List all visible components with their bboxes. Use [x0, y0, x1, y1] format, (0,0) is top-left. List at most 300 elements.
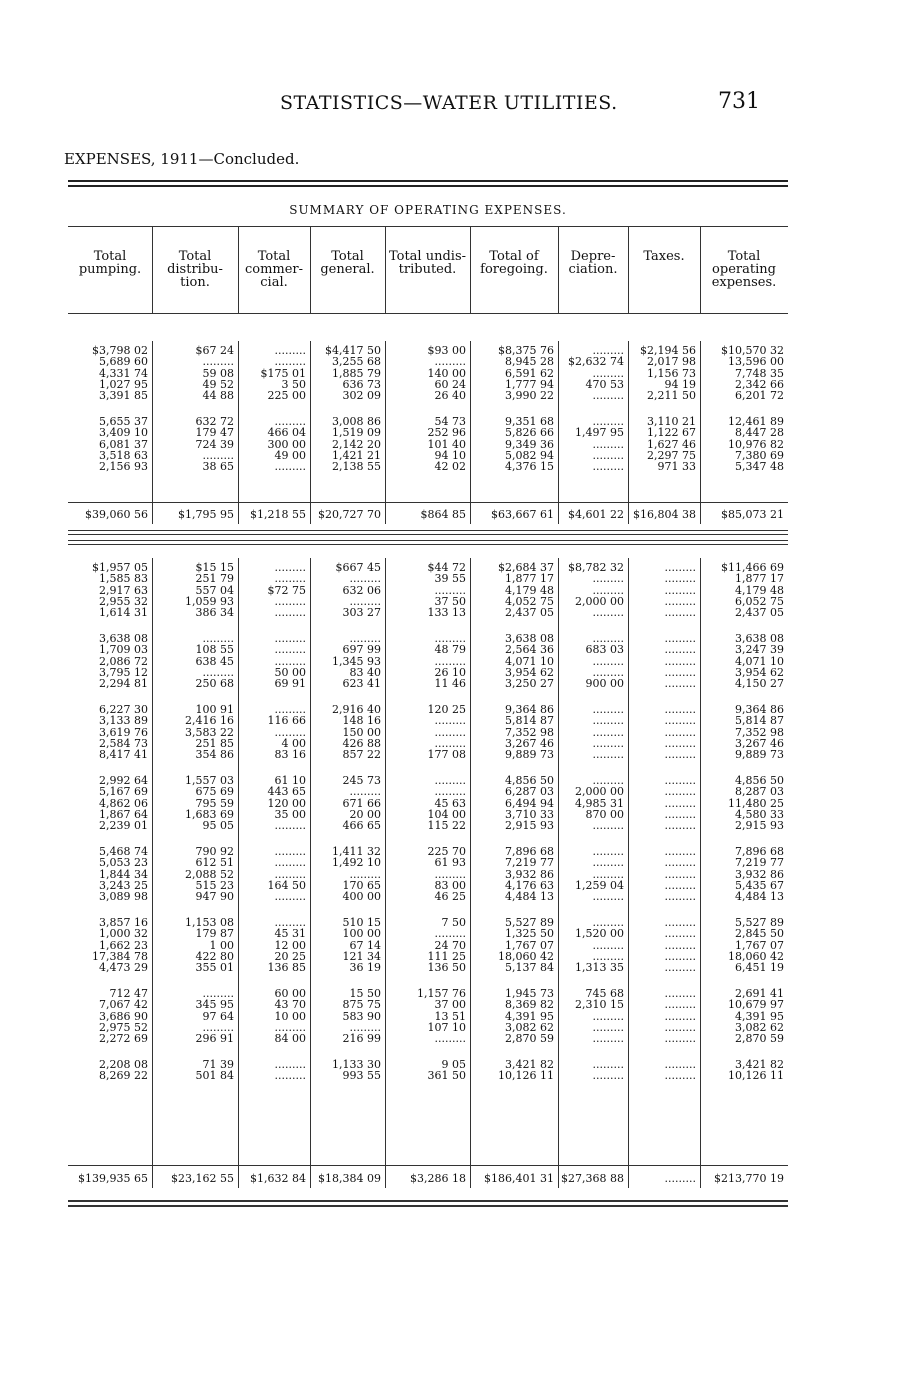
- table-cell: 13,596 00: [728, 356, 784, 368]
- column-total: $139,935 65: [78, 1172, 148, 1185]
- table-cell: 947 90: [195, 891, 234, 903]
- table-cell: .........: [274, 1070, 306, 1082]
- table-cell: .........: [274, 416, 306, 428]
- table-cell: 2,208 08: [99, 1059, 148, 1071]
- table-cell: 49 52: [202, 378, 234, 391]
- column-divider: [385, 341, 386, 524]
- table-cell: 1,027 95: [99, 378, 148, 391]
- table-cell: 10,126 11: [728, 1070, 784, 1082]
- table-cell: 2,017 98: [647, 356, 696, 368]
- table-cell: .........: [274, 726, 306, 738]
- column-header: Taxes.: [643, 249, 685, 264]
- table-cell: 1,767 07: [505, 939, 554, 951]
- table-cell: 5,814 87: [505, 715, 554, 727]
- table-cell: .........: [592, 633, 624, 645]
- table-cell: 9,351 68: [505, 416, 554, 428]
- table-cell: 712 47: [109, 988, 148, 1000]
- table-cell: 97 64: [202, 1010, 234, 1022]
- top-rule-2: [68, 185, 788, 187]
- table-cell: 216 99: [342, 1033, 381, 1045]
- table-cell: 26 40: [434, 390, 466, 402]
- column-divider: [558, 558, 559, 1188]
- table-cell: 4,052 75: [505, 595, 554, 608]
- table-cell: .........: [592, 416, 624, 428]
- table-cell: 3,247 39: [735, 644, 784, 656]
- table-cell: 3,008 86: [332, 416, 381, 428]
- table-cell: 251 85: [195, 737, 234, 750]
- table-cell: .........: [664, 879, 696, 892]
- table-cell: 4,484 13: [505, 891, 554, 903]
- table-cell: 1,945 73: [505, 988, 554, 1000]
- table-cell: .........: [664, 595, 696, 608]
- table-cell: 100 91: [195, 704, 234, 716]
- table-cell: .........: [274, 820, 306, 832]
- table-cell: 4,856 50: [505, 775, 554, 787]
- table-cell: 15 50: [349, 988, 381, 1000]
- page-number: 731: [718, 89, 760, 114]
- table-cell: .........: [592, 950, 624, 963]
- table-cell: 101 40: [427, 438, 466, 450]
- column-divider: [152, 341, 153, 524]
- table-cell: 3,255 68: [332, 356, 381, 368]
- column-divider: [238, 341, 239, 524]
- table-cell: .........: [592, 846, 624, 858]
- table-cell: 26 10: [434, 666, 466, 679]
- table-cell: 7,219 77: [505, 857, 554, 869]
- column-header: Total distribu- tion.: [167, 249, 223, 290]
- column-header: Total pumping.: [78, 249, 142, 277]
- column-header: Depre- ciation.: [568, 249, 618, 277]
- table-cell: 120 25: [427, 704, 466, 716]
- table-cell: 3 50: [281, 378, 306, 391]
- table-cell: 6,052 75: [735, 595, 784, 608]
- table-cell: 1,122 67: [647, 427, 696, 439]
- table-cell: 3,082 62: [735, 1021, 784, 1034]
- table-cell: .........: [664, 1070, 696, 1082]
- table-cell: .........: [592, 891, 624, 903]
- table-cell: .........: [274, 655, 306, 667]
- table-cell: $15 15: [195, 562, 234, 574]
- table-cell: 1,877 17: [505, 573, 554, 585]
- table-cell: 993 55: [342, 1070, 381, 1082]
- table-cell: 2,915 93: [505, 820, 554, 832]
- table-cell: .........: [592, 820, 624, 832]
- table-cell: 1,585 83: [99, 573, 148, 585]
- table-cell: .........: [434, 868, 466, 880]
- table-cell: 8,269 22: [99, 1070, 148, 1082]
- table-cell: 303 27: [342, 607, 381, 619]
- table-cell: .........: [664, 786, 696, 798]
- table-cell: 10,679 97: [728, 999, 784, 1011]
- table-cell: 1,867 64: [99, 808, 148, 821]
- table-cell: 39 55: [434, 573, 466, 585]
- table-cell: .........: [202, 666, 234, 679]
- table-cell: $667 45: [335, 562, 381, 574]
- header-top-rule: [68, 226, 788, 227]
- table-cell: 9,364 86: [505, 704, 554, 716]
- table-cell: 170 65: [342, 879, 381, 892]
- table-cell: 37 00: [434, 999, 466, 1011]
- table-cell: .........: [274, 595, 306, 608]
- table-cell: $8,375 76: [498, 345, 554, 357]
- table-cell: 2,416 16: [185, 715, 234, 727]
- table-cell: .........: [274, 461, 306, 473]
- table-cell: 2,975 52: [99, 1021, 148, 1034]
- column-header: Total operating expenses.: [711, 249, 777, 290]
- column-divider: [628, 341, 629, 524]
- table-cell: .........: [202, 356, 234, 368]
- table-cell: 225 70: [427, 846, 466, 858]
- table-cell: 49 00: [274, 449, 306, 462]
- table-cell: 501 84: [195, 1070, 234, 1082]
- table-cell: 683 03: [585, 644, 624, 656]
- table-cell: 638 45: [195, 655, 234, 667]
- table-cell: 7,352 98: [505, 726, 554, 738]
- table-cell: 252 96: [427, 427, 466, 439]
- table-cell: 20 00: [349, 808, 381, 821]
- table-cell: 17,384 78: [92, 950, 148, 963]
- table-cell: 671 66: [342, 797, 381, 809]
- table-cell: .........: [592, 857, 624, 869]
- bottom-rule-2: [68, 1205, 788, 1207]
- table-cell: $67 24: [195, 345, 234, 357]
- table-cell: 10,126 11: [498, 1070, 554, 1082]
- table-cell: 7,748 35: [735, 367, 784, 379]
- table-cell: .........: [664, 749, 696, 761]
- table-cell: 1,614 31: [99, 607, 148, 619]
- table-cell: .........: [664, 726, 696, 738]
- table-cell: 5,689 60: [99, 356, 148, 368]
- table-cell: 8,447 28: [735, 427, 784, 439]
- table-cell: 466 65: [342, 820, 381, 832]
- table-cell: 38 65: [202, 461, 234, 473]
- table-cell: 1,492 10: [332, 857, 381, 869]
- table-cell: 44 88: [202, 390, 234, 402]
- table-cell: 3,932 86: [505, 868, 554, 880]
- table-cell: 466 04: [267, 427, 306, 439]
- column-divider: [470, 558, 471, 1188]
- column-divider: [310, 341, 311, 524]
- table-cell: 5,527 89: [505, 917, 554, 929]
- column-divider: [700, 558, 701, 1188]
- table-cell: 69 91: [274, 678, 306, 690]
- column-total: $85,073 21: [721, 508, 784, 521]
- table-cell: 426 88: [342, 737, 381, 750]
- column-total: $864 85: [420, 508, 466, 521]
- table-cell: 1 00: [209, 939, 234, 951]
- table-cell: 1,683 69: [185, 808, 234, 821]
- table-cell: .........: [434, 584, 466, 596]
- running-title: STATISTICS—WATER UTILITIES.: [280, 92, 618, 114]
- table-cell: .........: [592, 715, 624, 727]
- table-cell: 3,421 82: [735, 1059, 784, 1071]
- table-cell: 37 50: [434, 595, 466, 608]
- table-cell: 2,845 50: [735, 928, 784, 940]
- column-divider: [310, 558, 311, 1188]
- table-cell: $93 00: [427, 345, 466, 357]
- table-cell: 8,945 28: [505, 356, 554, 368]
- table-cell: 111 25: [427, 950, 466, 963]
- table-cell: 7 50: [441, 917, 466, 929]
- table-cell: 83 16: [274, 749, 306, 761]
- table-cell: 3,932 86: [735, 868, 784, 880]
- table-cell: 121 34: [342, 950, 381, 963]
- table-cell: .........: [664, 1010, 696, 1022]
- table-cell: .........: [349, 595, 381, 608]
- table-cell: 1,000 32: [99, 928, 148, 940]
- table-cell: 632 72: [195, 416, 234, 428]
- table-cell: 5,814 87: [735, 715, 784, 727]
- table-cell: .........: [664, 868, 696, 880]
- table-cell: 857 22: [342, 749, 381, 761]
- table-cell: 24 70: [434, 939, 466, 951]
- table-cell: $8,782 32: [568, 562, 624, 574]
- table-cell: 2,564 36: [505, 644, 554, 656]
- table-cell: 2,437 05: [735, 607, 784, 619]
- table-cell: $4,417 50: [325, 345, 381, 357]
- top-rule-1: [68, 180, 788, 182]
- table-cell: 3,391 85: [99, 390, 148, 402]
- table-cell: 5,053 23: [99, 857, 148, 869]
- table-cell: 6,227 30: [99, 704, 148, 716]
- table-cell: 632 06: [342, 584, 381, 596]
- table-cell: 3,583 22: [185, 726, 234, 738]
- table-cell: 140 00: [427, 367, 466, 379]
- table-cell: 3,954 62: [735, 666, 784, 679]
- column-header: Total general.: [320, 249, 375, 277]
- table-cell: 177 08: [427, 749, 466, 761]
- table-cell: 1,259 04: [575, 879, 624, 892]
- table-cell: .........: [434, 928, 466, 940]
- table-cell: 7,896 68: [735, 846, 784, 858]
- table-cell: 2,000 00: [575, 595, 624, 608]
- table-cell: 1,345 93: [332, 655, 381, 667]
- table-cell: .........: [274, 345, 306, 357]
- sec1-end-rule-1: [68, 530, 788, 531]
- table-cell: 7,352 98: [735, 726, 784, 738]
- table-cell: 107 10: [427, 1021, 466, 1034]
- table-cell: 2,297 75: [647, 449, 696, 462]
- table-cell: 4,473 29: [99, 962, 148, 974]
- table-cell: .........: [592, 737, 624, 750]
- column-total: $186,401 31: [484, 1172, 554, 1185]
- table-cell: .........: [274, 704, 306, 716]
- table-cell: 3,638 08: [99, 633, 148, 645]
- column-total: $27,368 88: [561, 1172, 624, 1185]
- table-cell: 4,071 10: [505, 655, 554, 667]
- table-cell: 67 14: [349, 939, 381, 951]
- table-cell: 2,211 50: [647, 390, 696, 402]
- column-divider: [628, 558, 629, 1188]
- table-cell: 515 23: [195, 879, 234, 892]
- table-cell: .........: [592, 438, 624, 450]
- table-cell: 179 47: [195, 427, 234, 439]
- table-cell: 12 00: [274, 939, 306, 951]
- table-cell: .........: [274, 607, 306, 619]
- table-cell: 5,468 74: [99, 846, 148, 858]
- column-divider: [152, 558, 153, 1188]
- table-cell: 5,347 48: [735, 461, 784, 473]
- bottom-rule-1: [68, 1200, 788, 1202]
- table-cell: 6,287 03: [505, 786, 554, 798]
- column-divider: [470, 341, 471, 524]
- column-header: Total undis- tributed.: [388, 249, 467, 277]
- table-cell: 2,239 01: [99, 820, 148, 832]
- table-cell: .........: [664, 988, 696, 1000]
- table-cell: .........: [274, 562, 306, 574]
- table-cell: 971 33: [657, 461, 696, 473]
- table-cell: .........: [592, 775, 624, 787]
- table-cell: 3,619 76: [99, 726, 148, 738]
- table-cell: 355 01: [195, 962, 234, 974]
- table-cell: 4,331 74: [99, 367, 148, 379]
- table-cell: 104 00: [427, 808, 466, 821]
- table-cell: .........: [349, 633, 381, 645]
- table-cell: 10 00: [274, 1010, 306, 1022]
- table-cell: $175 01: [260, 367, 306, 379]
- table-cell: 12,461 89: [728, 416, 784, 428]
- table-cell: .........: [664, 939, 696, 951]
- table-cell: 3,686 90: [99, 1010, 148, 1022]
- sec2-start-rule-2: [68, 544, 788, 545]
- table-cell: 1,877 17: [735, 573, 784, 585]
- table-cell: 36 19: [349, 962, 381, 974]
- table-cell: .........: [664, 950, 696, 963]
- table-cell: 2,915 93: [735, 820, 784, 832]
- table-cell: 1,153 08: [185, 917, 234, 929]
- table-cell: 164 50: [267, 879, 306, 892]
- table-cell: .........: [592, 461, 624, 473]
- table-cell: 8,287 03: [735, 786, 784, 798]
- table-cell: 1,059 93: [185, 595, 234, 608]
- table-cell: 4,985 31: [575, 797, 624, 809]
- table-cell: 9,349 36: [505, 438, 554, 450]
- table-cell: 443 65: [267, 786, 306, 798]
- table-cell: 250 68: [195, 678, 234, 690]
- column-total: $39,060 56: [85, 508, 148, 521]
- table-cell: 3,133 89: [99, 715, 148, 727]
- table-cell: 2,342 66: [735, 378, 784, 391]
- table-cell: .........: [664, 775, 696, 787]
- table-cell: 4,580 33: [735, 808, 784, 821]
- table-cell: .........: [434, 726, 466, 738]
- table-cell: 35 00: [274, 808, 306, 821]
- table-cell: $44 72: [427, 562, 466, 574]
- table-cell: .........: [664, 808, 696, 821]
- table-cell: 3,795 12: [99, 666, 148, 679]
- table-cell: 7,219 77: [735, 857, 784, 869]
- table-cell: 4,862 06: [99, 797, 148, 809]
- table-cell: 4 00: [281, 737, 306, 750]
- column-divider: [558, 341, 559, 524]
- table-cell: 60 00: [274, 988, 306, 1000]
- table-cell: 116 66: [267, 715, 306, 727]
- table-cell: .........: [592, 390, 624, 402]
- table-cell: 2,138 55: [332, 461, 381, 473]
- table-cell: 2,086 72: [99, 655, 148, 667]
- table-cell: .........: [592, 666, 624, 679]
- table-cell: 3,243 25: [99, 879, 148, 892]
- table-cell: 2,088 52: [185, 868, 234, 880]
- table-cell: $10,570 32: [721, 345, 784, 357]
- table-cell: 583 90: [342, 1010, 381, 1022]
- table-cell: 900 00: [585, 678, 624, 690]
- table-cell: .........: [434, 715, 466, 727]
- table-cell: 636 73: [342, 378, 381, 391]
- table-cell: 2,992 64: [99, 775, 148, 787]
- table-cell: 3,990 22: [505, 390, 554, 402]
- table-cell: 3,089 98: [99, 891, 148, 903]
- table-cell: .........: [592, 939, 624, 951]
- table-cell: 795 59: [195, 797, 234, 809]
- table-cell: 1,411 32: [332, 846, 381, 858]
- table-cell: 1,520 00: [575, 928, 624, 940]
- table-cell: 296 91: [195, 1033, 234, 1045]
- table-cell: .........: [274, 644, 306, 656]
- table-cell: .........: [274, 868, 306, 880]
- table-cell: 3,638 08: [505, 633, 554, 645]
- sec2-start-rule-1: [68, 540, 788, 541]
- table-cell: 5,167 69: [99, 786, 148, 798]
- table-cell: 2,870 59: [505, 1033, 554, 1045]
- table-cell: 4,176 63: [505, 879, 554, 892]
- table-cell: .........: [434, 1033, 466, 1045]
- table-cell: 5,435 67: [735, 879, 784, 892]
- table-cell: 5,082 94: [505, 449, 554, 462]
- table-cell: 470 53: [585, 378, 624, 391]
- table-cell: 4,856 50: [735, 775, 784, 787]
- table-cell: 400 00: [342, 891, 381, 903]
- table-cell: .........: [592, 726, 624, 738]
- table-cell: 100 00: [342, 928, 381, 940]
- table-cell: $11,466 69: [721, 562, 784, 574]
- table-cell: .........: [664, 962, 696, 974]
- column-total: $213,770 19: [714, 1172, 784, 1185]
- table-cell: .........: [664, 846, 696, 858]
- table-cell: 84 00: [274, 1033, 306, 1045]
- table-cell: 2,916 40: [332, 704, 381, 716]
- column-divider: [238, 558, 239, 1188]
- table-cell: .........: [434, 737, 466, 750]
- table-cell: 745 68: [585, 988, 624, 1000]
- table-cell: 7,896 68: [505, 846, 554, 858]
- table-cell: 4,179 48: [735, 584, 784, 596]
- table-cell: .........: [592, 917, 624, 929]
- table-cell: 6,201 72: [735, 390, 784, 402]
- table-cell: 108 55: [195, 644, 234, 656]
- table-cell: 386 34: [195, 607, 234, 619]
- column-total: $1,632 84: [250, 1172, 306, 1185]
- table-cell: 9,889 73: [735, 749, 784, 761]
- table-cell: 1,627 46: [647, 438, 696, 450]
- table-cell: 225 00: [267, 390, 306, 402]
- column-total: $4,601 22: [568, 508, 624, 521]
- table-cell: 6,451 19: [735, 962, 784, 974]
- table-cell: 1,777 94: [505, 378, 554, 391]
- table-cell: 3,267 46: [505, 737, 554, 750]
- table-cell: .........: [592, 1021, 624, 1034]
- table-cell: 46 25: [434, 891, 466, 903]
- table-cell: $3,798 02: [92, 345, 148, 357]
- table-cell: 94 19: [664, 378, 696, 391]
- table-cell: $72 75: [267, 584, 306, 596]
- table-cell: 61 10: [274, 775, 306, 787]
- column-total: $16,804 38: [633, 508, 696, 521]
- header-bottom-rule: [68, 313, 788, 314]
- sec1-total-rule: [68, 502, 788, 503]
- table-cell: .........: [664, 704, 696, 716]
- table-cell: 59 08: [202, 367, 234, 379]
